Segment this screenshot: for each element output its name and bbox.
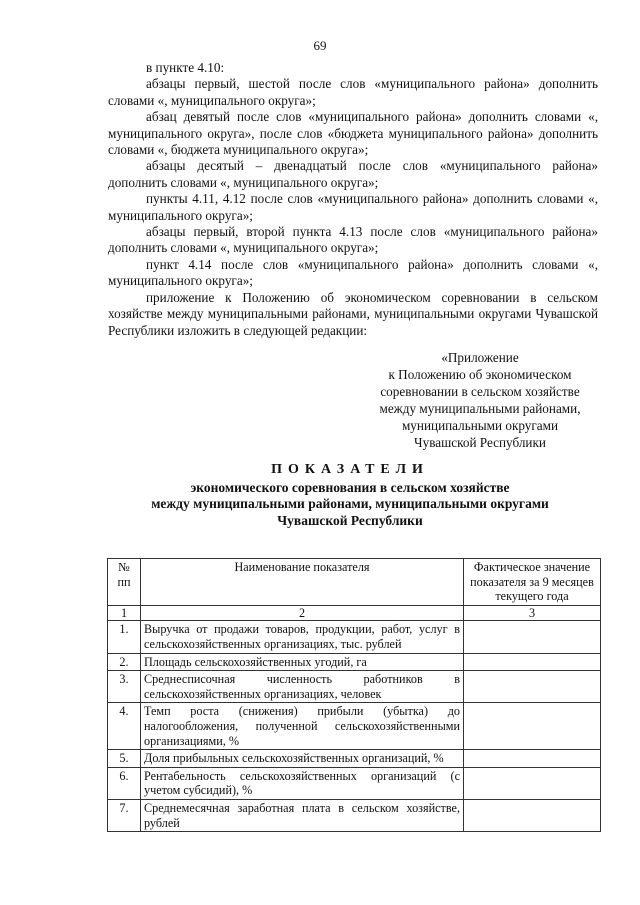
row-number: 7. [108, 799, 141, 831]
indicator-name: Выручка от продажи товаров, продукции, работ, услуг в сельскохозяйственных организациях, тыс. рублей [141, 621, 464, 653]
indicator-value [464, 671, 601, 703]
indicator-name: Темп роста (снижения) прибыли (убытка) до налогообложения, полученной сельскохозяйственными организациями, % [141, 703, 464, 750]
indicator-name: Среднесписочная численность работников в сельскохозяйственных организациях, человек [141, 671, 464, 703]
column-number: 3 [464, 605, 601, 621]
table-row [108, 750, 601, 768]
row-number: 3. [108, 671, 141, 703]
title-subtitle-line: между муниципальными районами, муниципальными округами [151, 496, 549, 511]
paragraph: в пункте 4.10: [146, 60, 225, 75]
row-number: 5. [108, 750, 141, 768]
indicator-value [464, 799, 601, 831]
indicator-value [464, 621, 601, 653]
column-number: 1 [108, 605, 141, 621]
appendix-line: между муниципальными районами, [379, 401, 581, 416]
indicator-name: Площадь сельскохозяйственных угодий, га [141, 653, 464, 671]
paragraph: пункт 4.14 после слов «муниципального района» дополнить словами «, муниципального округа»; [108, 256, 598, 289]
indicator-name: Рентабельность сельскохозяйственных организаций (с учетом субсидий), % [141, 767, 464, 799]
paragraph: абзац девятый после слов «муниципального района» дополнить словами «, муниципального округа», после слов «бюджета муниципального района» дополнить словами «, бюджета муниципального округа»; [108, 109, 598, 158]
table-row [108, 799, 601, 831]
column-number: 2 [141, 605, 464, 621]
indicator-name: Доля прибыльных сельскохозяйственных организаций, % [141, 750, 464, 768]
document-title [100, 462, 600, 529]
paragraph: абзацы первый, шестой после слов «муниципального района» дополнить словами «, муниципального округа»; [108, 76, 598, 108]
header-indicator-name: Наименование показателя [141, 559, 464, 606]
paragraph: абзацы первый, второй пункта 4.13 после слов «муниципального района» дополнить словами «, муниципального округа»; [108, 224, 598, 256]
row-number: 4. [108, 703, 141, 750]
table-header-row [108, 559, 601, 606]
title-subtitle-line: экономического соревнования в сельском хозяйстве [190, 479, 510, 495]
row-number: 6. [108, 767, 141, 799]
paragraph: приложение к Положению об экономическом соревновании в сельском хозяйстве между муниципальными районами, муниципальными округами Чувашской Республики изложить в следующей редакции: [108, 289, 598, 338]
table-row [108, 703, 601, 750]
table-row [108, 621, 601, 653]
indicator-value [464, 750, 601, 768]
table-row [108, 653, 601, 671]
title-main: ПОКАЗАТЕЛИ [271, 462, 429, 477]
paragraph: пункты 4.11, 4.12 после слов «муниципального района» дополнить словами «, муниципального округа»; [108, 191, 598, 223]
indicator-name: Среднемесячная заработная плата в сельском хозяйстве, рублей [141, 799, 464, 831]
appendix-line: соревновании в сельском хозяйстве [380, 384, 580, 399]
appendix-line: муниципальными округами [401, 418, 559, 433]
indicator-value [464, 703, 601, 750]
row-number: 2. [108, 653, 141, 671]
appendix-header [356, 349, 604, 451]
table-row [108, 767, 601, 799]
page-number: 69 [313, 38, 327, 53]
indicators-table [107, 558, 601, 832]
row-number: 1. [108, 621, 141, 653]
appendix-line: Чувашской Республики [414, 435, 546, 450]
table-row [108, 671, 601, 703]
column-number-row [108, 605, 601, 621]
appendix-line: к Положению об экономическом [388, 367, 572, 382]
indicator-value [464, 767, 601, 799]
appendix-line: «Приложение [441, 350, 519, 365]
indicator-value [464, 653, 601, 671]
amendment-text [108, 60, 598, 339]
header-number: № пп [108, 559, 141, 606]
title-subtitle-line: Чувашской Республики [277, 512, 423, 528]
paragraph: абзацы десятый – двенадцатый после слов «муниципального района» дополнить словами «, муниципального округа»; [108, 158, 598, 190]
header-actual-value: Фактическое значение показателя за 9 месяцев текущего года [464, 559, 601, 606]
